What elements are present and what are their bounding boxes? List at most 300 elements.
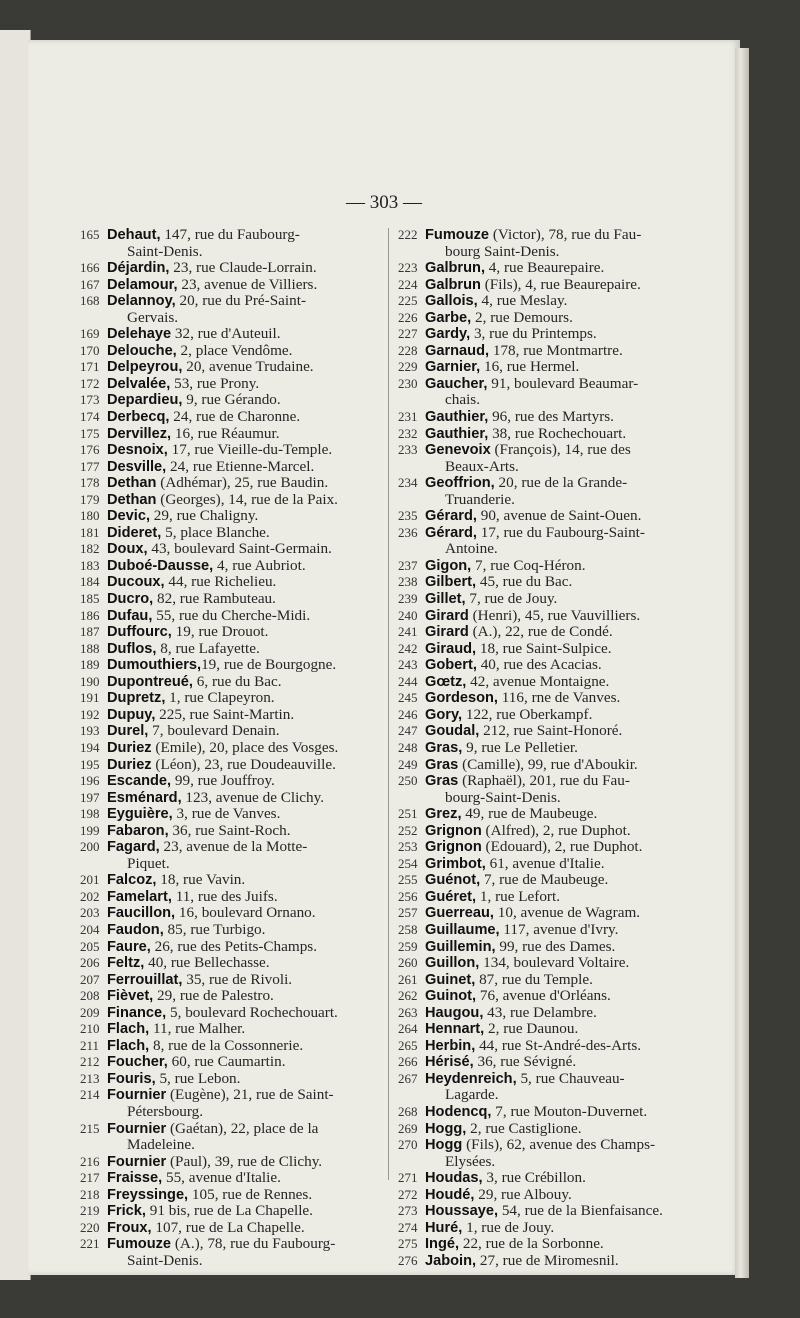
directory-entry <box>398 972 708 989</box>
entry-address: 2, place Vendôme. <box>176 341 293 359</box>
entry-name: Hennart, <box>425 1021 485 1038</box>
entry-name: Esménard, <box>107 789 182 806</box>
directory-entry <box>80 806 390 823</box>
entry-address: 105, rue de Rennes. <box>188 1185 313 1203</box>
entry-number: 242 <box>398 640 418 656</box>
entry-address: 123, avenue de Clichy. <box>181 788 325 806</box>
entry-number: 186 <box>80 607 100 623</box>
entry-name: Faudon, <box>107 921 164 938</box>
entry-name: Grignon <box>425 839 482 856</box>
directory-entry <box>80 955 390 972</box>
directory-entry <box>398 641 708 658</box>
entry-address-continuation: Saint-Denis. <box>127 1251 203 1269</box>
entry-name: Ducoux, <box>107 574 165 591</box>
entry-name: Goudal, <box>425 723 480 740</box>
directory-entry <box>398 1220 708 1237</box>
entry-name: Frick, <box>107 1203 146 1220</box>
entry-address: 18, rue Saint-Sulpice. <box>476 639 612 657</box>
entry-number: 227 <box>398 326 418 342</box>
directory-entry <box>398 988 708 1005</box>
entry-number: 224 <box>398 276 418 292</box>
entry-number: 192 <box>80 706 100 722</box>
entry-name: Grimbot, <box>425 855 486 872</box>
directory-entry <box>398 310 708 327</box>
directory-entry <box>398 293 708 310</box>
directory-entry <box>398 591 708 608</box>
directory-entry <box>80 872 390 889</box>
entry-address: 24, rue Etienne-Marcel. <box>166 457 315 475</box>
entry-address: 96, rue des Martyrs. <box>488 408 614 426</box>
entry-number: 194 <box>80 739 100 755</box>
directory-entry <box>398 1253 708 1270</box>
entry-number: 267 <box>398 1070 418 1086</box>
entry-address: 10, avenue de Wagram. <box>493 904 641 922</box>
entry-name: Hogg <box>425 1137 463 1154</box>
directory-entry <box>80 227 390 260</box>
entry-address: 4, rue Beaurepaire. <box>485 259 605 277</box>
entry-address-continuation: Piquet. <box>127 854 170 872</box>
entry-name: Guinet, <box>425 971 476 988</box>
entry-address-continuation: Elysées. <box>445 1152 496 1170</box>
entry-name: Fumouze <box>107 1236 172 1253</box>
entry-number: 237 <box>398 557 418 573</box>
directory-entry <box>398 773 708 806</box>
entry-address: 4, rue Aubriot. <box>213 556 306 574</box>
entry-number: 218 <box>80 1186 100 1202</box>
entry-name: Gory, <box>425 706 463 723</box>
entry-address: 40, rue des Acacias. <box>476 656 602 674</box>
directory-entry <box>80 641 390 658</box>
directory-entry <box>80 359 390 376</box>
entry-name: Jaboin, <box>425 1252 477 1269</box>
directory-entry <box>80 1087 390 1120</box>
entry-address: 9, rue Le Pelletier. <box>462 738 578 756</box>
entry-address: 90, avenue de Saint-Ouen. <box>476 507 642 525</box>
entry-name: Hogg, <box>425 1120 467 1137</box>
entry-number: 251 <box>398 806 418 822</box>
entry-name: Guéret, <box>425 888 477 905</box>
entry-number: 273 <box>398 1203 418 1219</box>
entry-address: 116, rne de Vanves. <box>497 689 621 707</box>
entry-address-continuation: bourg Saint-Denis. <box>445 242 560 260</box>
entry-number: 243 <box>398 657 418 673</box>
directory-entry <box>398 475 708 508</box>
directory-entry <box>398 260 708 277</box>
entry-address: 24, rue de Charonne. <box>169 408 301 426</box>
directory-entry <box>398 1187 708 1204</box>
entry-number: 275 <box>398 1236 418 1252</box>
entry-number: 250 <box>398 773 418 789</box>
entry-number: 233 <box>398 442 418 458</box>
entry-address: 29, rue Albouy. <box>474 1185 572 1203</box>
directory-entry <box>80 558 390 575</box>
entry-number: 175 <box>80 425 100 441</box>
directory-entry <box>398 1054 708 1071</box>
directory-entry <box>80 922 390 939</box>
entry-name: Dumouthiers, <box>107 657 202 674</box>
entry-number: 222 <box>398 227 418 242</box>
entry-number: 165 <box>80 227 100 242</box>
entry-name: Garnaud, <box>425 342 490 359</box>
entry-address: 43, boulevard Saint-Germain. <box>147 540 332 558</box>
directory-entry <box>80 442 390 459</box>
directory-entry <box>398 277 708 294</box>
entry-address: (François), 14, rue des <box>490 441 631 459</box>
entry-address: 11, rue des Juifs. <box>171 887 278 905</box>
directory-entry <box>80 657 390 674</box>
entry-name: Delehaye <box>107 326 172 343</box>
entry-name: Duriez <box>107 756 152 773</box>
directory-entry <box>398 657 708 674</box>
entry-name: Derbecq, <box>107 409 170 426</box>
directory-entry <box>80 1071 390 1088</box>
entry-number: 241 <box>398 624 418 640</box>
entry-name: Devic, <box>107 508 150 525</box>
entry-name: Guillemin, <box>425 938 496 955</box>
entry-number: 216 <box>80 1153 100 1169</box>
entry-name: Gaucher, <box>425 375 488 392</box>
entry-number: 172 <box>80 375 100 391</box>
entry-address: 44, rue Richelieu. <box>164 573 277 591</box>
entry-address: 18, rue Vavin. <box>156 871 246 889</box>
entry-address: 44, rue St-André-des-Arts. <box>475 1036 642 1054</box>
entry-name: Delouche, <box>107 342 177 359</box>
entry-address: (Eugène), 21, rue de Saint- <box>166 1086 334 1104</box>
entry-name: Delamour, <box>107 276 178 293</box>
entry-name: Gauthier, <box>425 425 489 442</box>
directory-entry <box>398 624 708 641</box>
entry-name: Faure, <box>107 938 151 955</box>
entry-name: Gérard, <box>425 524 477 541</box>
entry-address-continuation: Gervais. <box>127 308 179 326</box>
directory-entry <box>80 790 390 807</box>
directory-entry <box>80 1187 390 1204</box>
entry-name: Grez, <box>425 806 462 823</box>
entry-number: 253 <box>398 839 418 855</box>
directory-entry <box>398 1038 708 1055</box>
entry-number: 269 <box>398 1120 418 1136</box>
entry-name: Dupretz, <box>107 690 166 707</box>
directory-entry <box>398 889 708 906</box>
entry-name: Ducro, <box>107 591 154 608</box>
entry-address: (Edouard), 2, rue Duphot. <box>481 838 643 856</box>
entry-number: 210 <box>80 1021 100 1037</box>
entry-name: Houdas, <box>425 1170 483 1187</box>
entry-address: 43, rue Delambre. <box>483 1003 597 1021</box>
entry-address: (Adhémar), 25, rue Baudin. <box>156 474 329 492</box>
entry-name: Genevoix <box>425 442 491 459</box>
entry-number: 246 <box>398 706 418 722</box>
entry-name: Duriez <box>107 739 152 756</box>
entry-number: 212 <box>80 1054 100 1070</box>
entry-address: 55, rue du Cherche-Midi. <box>152 606 311 624</box>
entry-address: 61, avenue d'Italie. <box>485 854 605 872</box>
directory-entry <box>80 525 390 542</box>
directory-entry <box>80 392 390 409</box>
entry-address: 38, rue Rochechouart. <box>488 424 627 442</box>
entry-address: 6, rue du Bac. <box>192 672 282 690</box>
directory-entry <box>398 409 708 426</box>
entry-name: Foucher, <box>107 1054 168 1071</box>
book-page <box>28 40 740 1275</box>
entry-number: 217 <box>80 1170 100 1186</box>
entry-number: 229 <box>398 359 418 375</box>
entry-number: 257 <box>398 905 418 921</box>
entry-name: Dufau, <box>107 607 153 624</box>
directory-entry <box>80 459 390 476</box>
entry-address: 54, rue de la Bienfaisance. <box>498 1202 663 1220</box>
entry-address-continuation: Antoine. <box>445 540 498 558</box>
entry-name: Hérisé, <box>425 1054 474 1071</box>
entry-address: (Henri), 45, rue Vauvilliers. <box>468 606 641 624</box>
entry-address: 29, rue Chaligny. <box>150 507 259 525</box>
directory-entry <box>80 972 390 989</box>
entry-address: 7, rue Coq-Héron. <box>471 556 586 574</box>
entry-name: Guerreau, <box>425 905 494 922</box>
entry-number: 174 <box>80 409 100 425</box>
entry-number: 178 <box>80 475 100 491</box>
entry-number: 248 <box>398 739 418 755</box>
entry-number: 238 <box>398 574 418 590</box>
entry-number: 252 <box>398 822 418 838</box>
directory-entry <box>80 1021 390 1038</box>
directory-entry <box>80 409 390 426</box>
entry-address: 9, rue Gérando. <box>182 391 281 409</box>
directory-entry <box>80 376 390 393</box>
entry-name: Falcoz, <box>107 872 157 889</box>
entry-address: 16, rue Hermel. <box>480 358 580 376</box>
entry-number: 190 <box>80 673 100 689</box>
directory-entry <box>398 426 708 443</box>
entry-number: 274 <box>398 1219 418 1235</box>
entry-number: 231 <box>398 409 418 425</box>
entry-address-continuation: Beaux-Arts. <box>445 457 519 475</box>
directory-entry <box>398 922 708 939</box>
entry-number: 180 <box>80 508 100 524</box>
entry-address: 19, rue Drouot. <box>171 623 269 641</box>
entry-name: Fabaron, <box>107 822 169 839</box>
page-number: — 303 — <box>346 192 422 213</box>
entry-number: 170 <box>80 342 100 358</box>
entry-address-continuation: bourg-Saint-Denis. <box>445 788 561 806</box>
entry-name: Fièvet, <box>107 988 154 1005</box>
entry-name: Grignon <box>425 822 482 839</box>
directory-entry <box>398 723 708 740</box>
directory-entry <box>80 343 390 360</box>
entry-number: 276 <box>398 1252 418 1268</box>
entry-number: 272 <box>398 1186 418 1202</box>
directory-entry <box>80 492 390 509</box>
entry-number: 202 <box>80 888 100 904</box>
directory-entry <box>80 773 390 790</box>
entry-address: 82, rue Rambuteau. <box>153 590 276 608</box>
entry-address: 7, rue de Maubeuge. <box>480 871 609 889</box>
directory-entry <box>80 839 390 872</box>
entry-number: 235 <box>398 508 418 524</box>
directory-entry <box>398 442 708 475</box>
directory-entry <box>80 1203 390 1220</box>
entry-name: Ferrouillat, <box>107 971 183 988</box>
entry-address: (Fils), 4, rue Beaurepaire. <box>480 275 641 293</box>
directory-entry <box>398 674 708 691</box>
entry-number: 249 <box>398 756 418 772</box>
entry-number: 219 <box>80 1203 100 1219</box>
entry-number: 240 <box>398 607 418 623</box>
directory-entry <box>80 260 390 277</box>
entry-name: Desnoix, <box>107 442 168 459</box>
directory-entry <box>80 293 390 326</box>
entry-name: Dideret, <box>107 524 162 541</box>
entry-name: Hodencq, <box>425 1103 492 1120</box>
directory-entry <box>398 508 708 525</box>
entry-address-continuation: Madeleine. <box>127 1136 195 1154</box>
directory-entry <box>398 690 708 707</box>
directory-entry <box>80 707 390 724</box>
entry-number: 188 <box>80 640 100 656</box>
entry-name: Ingé, <box>425 1236 460 1253</box>
directory-entry <box>80 823 390 840</box>
entry-number: 258 <box>398 921 418 937</box>
directory-entry <box>398 740 708 757</box>
directory-entry <box>398 856 708 873</box>
entry-name: Guénot, <box>425 872 481 889</box>
entry-address: 60, rue Caumartin. <box>167 1053 286 1071</box>
entry-name: Garnier, <box>425 359 481 376</box>
entry-number: 221 <box>80 1236 100 1252</box>
entry-number: 177 <box>80 458 100 474</box>
entry-address-continuation: Lagarde. <box>445 1086 499 1104</box>
entry-number: 204 <box>80 921 100 937</box>
entry-number: 270 <box>398 1137 418 1153</box>
entry-address: 5, boulevard Rochechouart. <box>166 1003 338 1021</box>
directory-entry <box>398 1005 708 1022</box>
entry-address: (Victor), 78, rue du Fau- <box>489 226 642 243</box>
entry-name: Gœtz, <box>425 673 467 690</box>
entry-number: 268 <box>398 1103 418 1119</box>
entry-address: (Georges), 14, rue de la Paix. <box>156 490 338 508</box>
entry-name: Gauthier, <box>425 409 489 426</box>
entry-name: Fournier <box>107 1153 167 1170</box>
entry-number: 205 <box>80 938 100 954</box>
entry-address: 17, rue du Faubourg-Saint- <box>476 523 645 541</box>
entry-address: 147, rue du Faubourg- <box>160 226 300 243</box>
entry-address: 107, rue de La Chapelle. <box>151 1218 305 1236</box>
directory-entry <box>80 723 390 740</box>
entry-name: Delvalée, <box>107 375 171 392</box>
entry-name: Flach, <box>107 1021 150 1038</box>
directory-entry <box>398 823 708 840</box>
directory-entry <box>80 1220 390 1237</box>
entry-name: Gilbert, <box>425 574 477 591</box>
entry-number: 226 <box>398 309 418 325</box>
entry-number: 182 <box>80 541 100 557</box>
directory-entry <box>80 326 390 343</box>
directory-entry <box>398 326 708 343</box>
entry-name: Eyguière, <box>107 806 173 823</box>
entry-number: 225 <box>398 293 418 309</box>
entry-name: Heydenreich, <box>425 1070 517 1087</box>
entry-address: 122, rue Oberkampf. <box>462 705 593 723</box>
entry-name: Dupontreué, <box>107 673 193 690</box>
entry-address: 2, rue Castiglione. <box>466 1119 582 1137</box>
entry-number: 211 <box>80 1037 100 1053</box>
entry-address: 3, rue du Printemps. <box>470 325 597 343</box>
directory-entry <box>398 608 708 625</box>
entry-address: 19, rue de Bourgogne. <box>201 656 337 674</box>
facing-page-edge <box>0 30 31 1280</box>
entry-address: 117, avenue d'Ivry. <box>499 920 619 938</box>
entry-name: Fournier <box>107 1120 167 1137</box>
directory-entry <box>398 1137 708 1170</box>
entry-number: 179 <box>80 491 100 507</box>
directory-entry <box>398 227 708 260</box>
entry-number: 254 <box>398 855 418 871</box>
entry-number: 223 <box>398 260 418 276</box>
entry-address: (Gaétan), 22, place de la <box>166 1119 319 1137</box>
entry-number: 230 <box>398 375 418 391</box>
entry-name: Finance, <box>107 1004 167 1021</box>
entry-number: 193 <box>80 723 100 739</box>
entry-number: 207 <box>80 971 100 987</box>
entry-number: 245 <box>398 690 418 706</box>
directory-entry <box>398 905 708 922</box>
entry-name: Durel, <box>107 723 149 740</box>
entry-name: Feltz, <box>107 955 145 972</box>
entry-address: (Emile), 20, place des Vosges. <box>151 738 339 756</box>
directory-entry <box>398 558 708 575</box>
entry-name: Geoffrion, <box>425 475 495 492</box>
entry-number: 232 <box>398 425 418 441</box>
entry-number: 214 <box>80 1087 100 1103</box>
entry-address: 26, rue des Petits-Champs. <box>150 937 317 955</box>
entry-name: Flach, <box>107 1037 150 1054</box>
directory-entry <box>398 707 708 724</box>
entry-number: 208 <box>80 988 100 1004</box>
entry-address: 32, rue d'Auteuil. <box>171 325 281 343</box>
entry-name: Famelart, <box>107 888 172 905</box>
entry-number: 168 <box>80 293 100 309</box>
entry-name: Garbe, <box>425 309 472 326</box>
entry-number: 173 <box>80 392 100 408</box>
entry-name: Desville, <box>107 458 167 475</box>
entry-address: 40, rue Bellechasse. <box>144 954 270 972</box>
entry-address: 91 bis, rue de La Chapelle. <box>145 1202 313 1220</box>
directory-entry <box>80 889 390 906</box>
entry-name: Freyssinge, <box>107 1186 189 1203</box>
entry-address: 27, rue de Miromesnil. <box>476 1251 619 1269</box>
entry-name: Dehaut, <box>107 227 161 243</box>
entry-address: 42, avenue Montaigne. <box>466 672 610 690</box>
directory-entry <box>398 1236 708 1253</box>
entry-number: 239 <box>398 591 418 607</box>
entry-number: 166 <box>80 260 100 276</box>
entry-name: Gillet, <box>425 591 466 608</box>
entry-name: Duboé-Dausse, <box>107 557 214 574</box>
entry-address: 11, rue Malher. <box>149 1020 246 1038</box>
entry-name: Déjardin, <box>107 260 170 277</box>
entry-name: Fraisse, <box>107 1170 163 1187</box>
entry-address: 55, avenue d'Italie. <box>162 1169 281 1187</box>
entry-address-continuation: Saint-Denis. <box>127 242 203 260</box>
entry-address: (A.), 78, rue du Faubourg- <box>171 1235 336 1253</box>
entry-name: Fumouze <box>425 227 490 243</box>
entry-number: 191 <box>80 690 100 706</box>
entry-name: Galbrun <box>425 276 481 293</box>
entry-name: Faucillon, <box>107 905 176 922</box>
entry-address-continuation: chais. <box>445 391 481 409</box>
entry-number: 196 <box>80 773 100 789</box>
entry-name: Houssaye, <box>425 1203 499 1220</box>
